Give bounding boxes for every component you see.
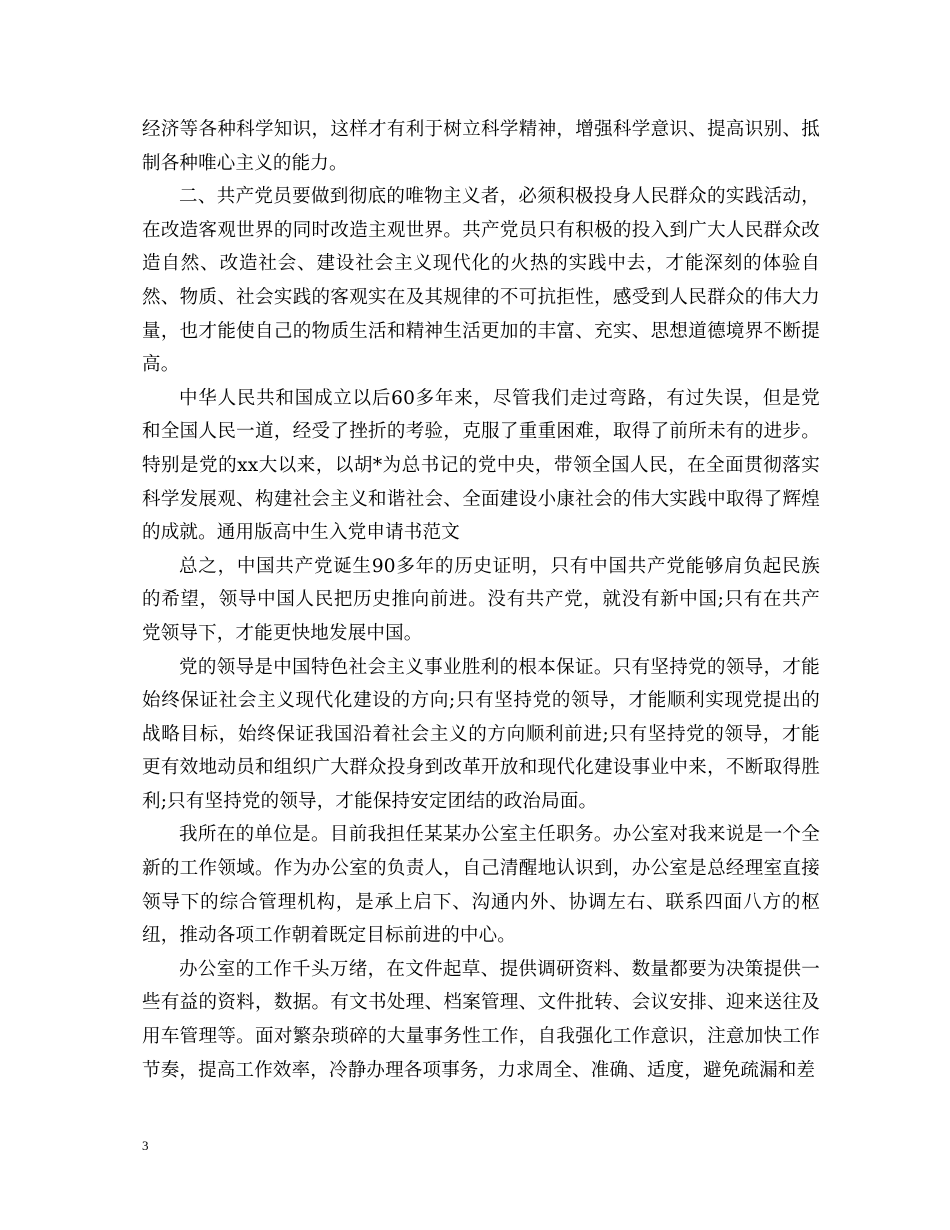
paragraph-1: 经济等各种科学知识，这样才有利于树立科学精神，增强科学意识、提高识别、抵制各种唯心主义的能力。 bbox=[142, 119, 820, 174]
paragraph-5: 党的领导是中国特色社会主义事业胜利的根本保证。只有坚持党的领导，才能始终保证社会主义现代化建设的方向;只有坚持党的领导，才能顺利实现党提出的战略目标，始终保证我国沿着社会主义的方向顺利前进;只有坚持党的领导，才能更有效地动员和组织广大群众投身到改革开放和现代化建设事业中来，不断取得胜利;只有坚持党的领导，才能保持安定团结的政治局面。 bbox=[142, 656, 820, 812]
paragraph-7: 办公室的工作千头万绪，在文件起草、提供调研资料、数量都要为决策提供一些有益的资料，数据。有文书处理、档案管理、文件批转、会议安排、迎来送往及用车管理等。面对繁杂琐碎的大量事务性工作，自我强化工作意识，注意加快工作节奏，提高工作效率，冷静办理各项事务，力求周全、准确、适度，避免疏漏和差 bbox=[142, 958, 820, 1081]
paragraph-3: 中华人民共和国成立以后60多年来，尽管我们走过弯路，有过失误，但是党和全国人民一道，经受了挫折的考验，克服了重重困难，取得了前所未有的进步。特别是党的xx大以来，以胡*为总书记的党中央，带领全国人民，在全面贯彻落实科学发展观、构建社会主义和谐社会、全面建设小康社会的伟大实践中取得了辉煌的成就。通用版高中生入党申请书范文 bbox=[142, 387, 820, 544]
paragraph-4: 总之，中国共产党诞生90多年的历史证明，只有中国共产党能够肩负起民族的希望，领导中国人民把历史推向前进。没有共产党，就没有新中国;只有在共产党领导下，才能更快地发展中国。 bbox=[142, 555, 820, 644]
paragraph-6: 我所在的单位是。目前我担任某某办公室主任职务。办公室对我来说是一个全新的工作领域。作为办公室的负责人，自己清醒地认识到，办公室是总经理室直接领导下的综合管理机构，是承上启下、沟通内外、协调左右、联系四面八方的枢纽，推动各项工作朝着既定目标前进的中心。 bbox=[142, 824, 820, 947]
document-body bbox=[142, 113, 820, 1087]
paragraph-2: 二、共产党员要做到彻底的唯物主义者，必须积极投身人民群众的实践活动，在改造客观世界的同时改造主观世界。共产党员只有积极的投入到广大人民群众改造自然、改造社会、建设社会主义现代化的火热的实践中去，才能深刻的体验自然、物质、社会实践的客观实在及其规律的不可抗拒性，感受到人民群众的伟大力量，也才能使自己的物质生活和精神生活更加的丰富、充实、思想道德境界不断提高。 bbox=[142, 186, 820, 376]
page-number: 3 bbox=[142, 1138, 149, 1153]
